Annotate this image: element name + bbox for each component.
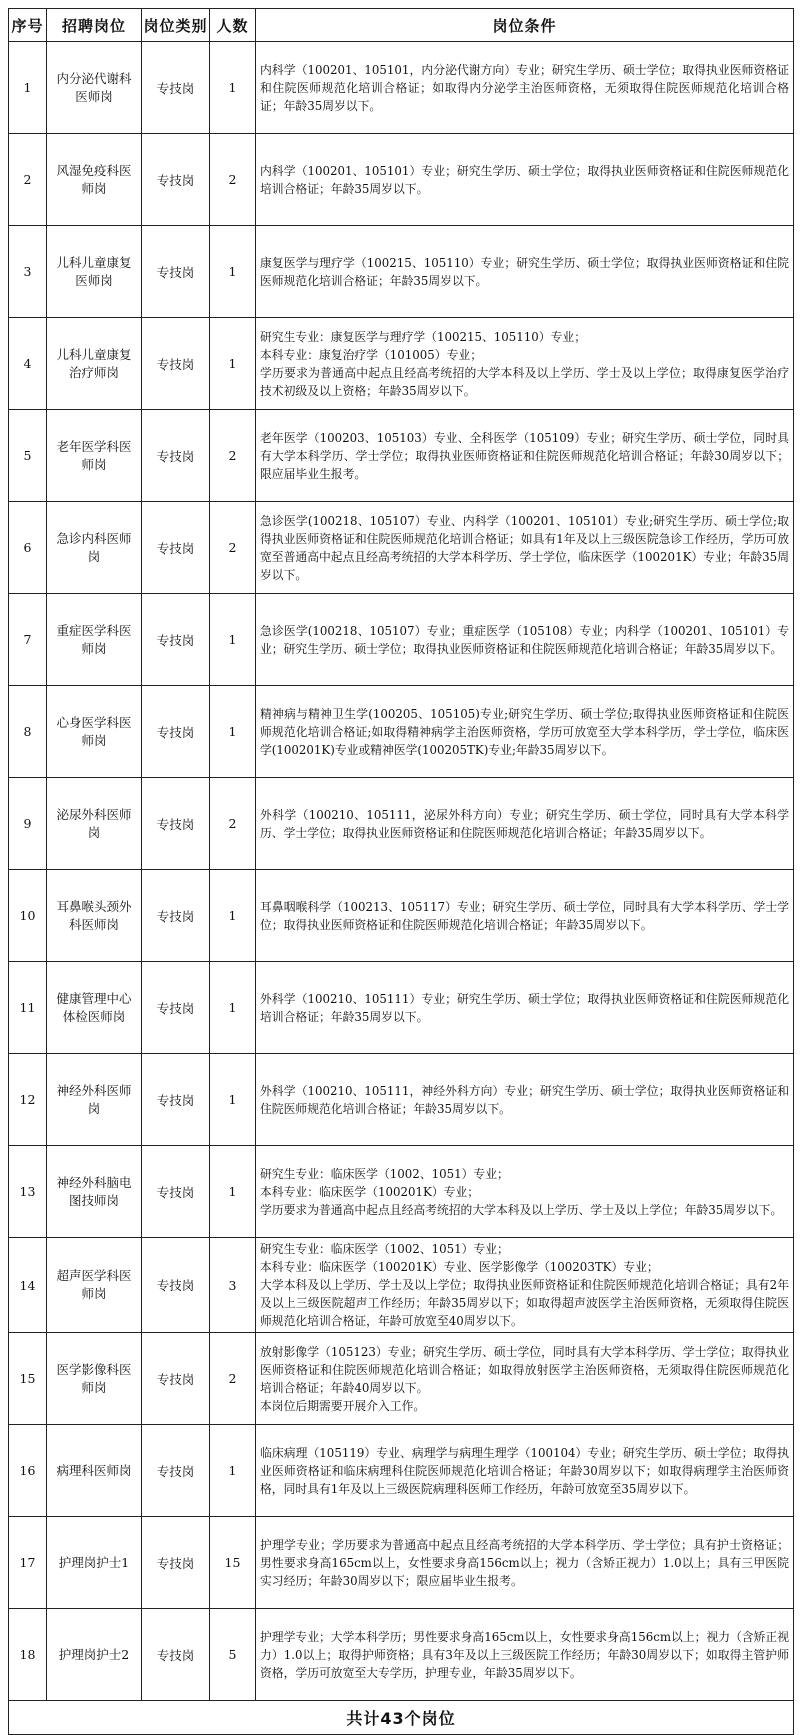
row-count: 1 bbox=[210, 686, 256, 778]
row-position: 儿科儿童康复治疗师岗 bbox=[47, 318, 142, 410]
row-category: 专技岗 bbox=[142, 502, 210, 594]
requirement-line: 急诊医学(100218、105107）专业；重症医学（105108）专业；内科学（100201、105101）专业；研究生学历、硕士学位；取得执业医师资格证和住院医师规范化培训合格证；年龄35周岁以下。 bbox=[260, 623, 789, 656]
row-count: 3 bbox=[210, 1238, 256, 1333]
row-count: 15 bbox=[210, 1517, 256, 1609]
row-serial: 14 bbox=[9, 1238, 47, 1333]
row-position: 急诊内科医师岗 bbox=[47, 502, 142, 594]
row-count: 1 bbox=[210, 42, 256, 134]
row-requirements bbox=[256, 594, 794, 686]
row-requirements bbox=[256, 42, 794, 134]
row-position: 耳鼻喉头颈外科医师岗 bbox=[47, 870, 142, 962]
header-position: 招聘岗位 bbox=[47, 9, 142, 42]
table-row bbox=[9, 1517, 794, 1609]
row-serial: 1 bbox=[9, 42, 47, 134]
table-row bbox=[9, 1146, 794, 1238]
header-category: 岗位类别 bbox=[142, 9, 210, 42]
row-position: 重症医学科医师岗 bbox=[47, 594, 142, 686]
row-serial: 18 bbox=[9, 1609, 47, 1701]
row-requirements bbox=[256, 502, 794, 594]
table-row bbox=[9, 1425, 794, 1517]
row-category: 专技岗 bbox=[142, 410, 210, 502]
row-category: 专技岗 bbox=[142, 962, 210, 1054]
requirement-line: 精神病与精神卫生学(100205、105105)专业;研究生学历、硕士学位;取得执业医师资格证和住院医师规范化培训合格证;如取得精神病学主治医师资格，学历可放宽至大学本科学历，学士学位，临床医学(100201K)专业或精神医学(100205TK)专业;年龄35周岁以下。 bbox=[260, 706, 789, 757]
row-category: 专技岗 bbox=[142, 1517, 210, 1609]
row-serial: 2 bbox=[9, 134, 47, 226]
row-requirements bbox=[256, 1146, 794, 1238]
row-category: 专技岗 bbox=[142, 1609, 210, 1701]
row-requirements bbox=[256, 686, 794, 778]
row-position: 内分泌代谢科医师岗 bbox=[47, 42, 142, 134]
row-count: 1 bbox=[210, 1425, 256, 1517]
recruitment-table bbox=[8, 8, 794, 1735]
table-header-row bbox=[9, 9, 794, 42]
table-row bbox=[9, 410, 794, 502]
requirement-line: 内科学（100201、105101）专业；研究生学历、硕士学位；取得执业医师资格证和住院医师规范化培训合格证；年龄35周岁以下。 bbox=[260, 163, 789, 196]
row-category: 专技岗 bbox=[142, 1054, 210, 1146]
row-count: 1 bbox=[210, 594, 256, 686]
requirement-line: 学历要求为普通高中起点且经高考统招的大学本科及以上学历、学士及以上学位；取得康复医学治疗技术初级及以上资格；年龄35周岁以下。 bbox=[260, 365, 789, 398]
row-requirements bbox=[256, 1333, 794, 1425]
row-position: 神经外科医师岗 bbox=[47, 1054, 142, 1146]
requirement-line: 护理学专业；学历要求为普通高中起点且经高考统招的大学本科学历、学士学位；具有护士资格证；男性要求身高165cm以上，女性要求身高156cm以上；视力（含矫正视力）1.0以上；具有三甲医院实习经历；年龄30周岁以下；限应届毕业生报考。 bbox=[260, 1537, 789, 1588]
total-row bbox=[9, 1701, 794, 1735]
row-requirements bbox=[256, 134, 794, 226]
requirement-line: 内科学（100201、105101，内分泌代谢方向）专业；研究生学历、硕士学位；取得执业医师资格证和住院医师规范化培训合格证；如取得内分泌学主治医师资格，无须取得住院医师规范化培训合格证；年龄35周岁以下。 bbox=[260, 62, 789, 113]
table-row bbox=[9, 42, 794, 134]
requirement-line: 护理学专业；大学本科学历；男性要求身高165cm以上，女性要求身高156cm以上；视力（含矫正视力）1.0以上；取得护师资格；具有3年及以上三级医院工作经历；年龄30周岁以下；如取得主管护师资格，学历可放宽至大专学历，护理专业，年龄35周岁以下。 bbox=[260, 1629, 789, 1680]
row-category: 专技岗 bbox=[142, 1146, 210, 1238]
row-count: 1 bbox=[210, 962, 256, 1054]
table-row bbox=[9, 1333, 794, 1425]
row-position: 护理岗护士1 bbox=[47, 1517, 142, 1609]
row-requirements bbox=[256, 226, 794, 318]
row-requirements bbox=[256, 318, 794, 410]
requirement-line: 研究生专业：康复医学与理疗学（100215、105110）专业； bbox=[260, 329, 587, 344]
row-requirements bbox=[256, 410, 794, 502]
row-serial: 6 bbox=[9, 502, 47, 594]
table-row bbox=[9, 594, 794, 686]
row-category: 专技岗 bbox=[142, 778, 210, 870]
row-category: 专技岗 bbox=[142, 1425, 210, 1517]
row-category: 专技岗 bbox=[142, 594, 210, 686]
row-serial: 8 bbox=[9, 686, 47, 778]
requirement-line: 本岗位后期需要开展介入工作。 bbox=[260, 1398, 426, 1413]
row-position: 病理科医师岗 bbox=[47, 1425, 142, 1517]
row-count: 1 bbox=[210, 1054, 256, 1146]
row-count: 2 bbox=[210, 1333, 256, 1425]
requirement-line: 康复医学与理疗学（100215、105110）专业；研究生学历、硕士学位；取得执业医师资格证和住院医师规范化培训合格证；年龄35周岁以下。 bbox=[260, 255, 789, 288]
row-category: 专技岗 bbox=[142, 226, 210, 318]
row-requirements bbox=[256, 962, 794, 1054]
requirement-line: 放射影像学（105123）专业；研究生学历、硕士学位，同时具有大学本科学历、学士学位；取得执业医师资格证和住院医师规范化培训合格证；如取得放射医学主治医师资格，无须取得住院医师规范化培训合格证；年龄40周岁以下。 bbox=[260, 1344, 789, 1395]
row-serial: 13 bbox=[9, 1146, 47, 1238]
row-serial: 11 bbox=[9, 962, 47, 1054]
row-category: 专技岗 bbox=[142, 870, 210, 962]
row-count: 2 bbox=[210, 134, 256, 226]
row-count: 2 bbox=[210, 502, 256, 594]
row-position: 健康管理中心体检医师岗 bbox=[47, 962, 142, 1054]
requirement-line: 临床病理（105119）专业、病理学与病理生理学（100104）专业；研究生学历、硕士学位；取得执业医师资格证和临床病理科住院医师规范化培训合格证；年龄30周岁以下；如取得病理学主治医师资格，同时具有1年及以上三级医院病理科医师工作经历，年龄可放宽至35周岁以下。 bbox=[260, 1445, 789, 1496]
row-category: 专技岗 bbox=[142, 1238, 210, 1333]
row-serial: 17 bbox=[9, 1517, 47, 1609]
requirement-line: 研究生专业：临床医学（1002、1051）专业； bbox=[260, 1242, 509, 1256]
table-row bbox=[9, 226, 794, 318]
requirement-line: 研究生专业：临床医学（1002、1051）专业； bbox=[260, 1166, 509, 1181]
row-count: 1 bbox=[210, 870, 256, 962]
row-serial: 5 bbox=[9, 410, 47, 502]
row-requirements bbox=[256, 1517, 794, 1609]
row-position: 儿科儿童康复医师岗 bbox=[47, 226, 142, 318]
row-count: 5 bbox=[210, 1609, 256, 1701]
row-count: 1 bbox=[210, 1146, 256, 1238]
requirement-line: 耳鼻咽喉科学（100213、105117）专业；研究生学历、硕士学位，同时具有大学本科学历、学士学位；取得执业医师资格证和住院医师规范化培训合格证；年龄35周岁以下。 bbox=[260, 899, 789, 932]
header-count: 人数 bbox=[210, 9, 256, 42]
requirement-line: 老年医学（100203、105103）专业、全科医学（105109）专业；研究生学历、硕士学位，同时具有大学本科学历、学士学位；取得执业医师资格证和住院医师规范化培训合格证；年龄30周岁以下；限应届毕业生报考。 bbox=[260, 430, 789, 481]
total-label: 共计43个岗位 bbox=[9, 1701, 794, 1735]
row-count: 2 bbox=[210, 778, 256, 870]
table-row bbox=[9, 134, 794, 226]
row-category: 专技岗 bbox=[142, 686, 210, 778]
row-requirements bbox=[256, 1425, 794, 1517]
recruitment-table-page bbox=[8, 8, 793, 1735]
requirement-line: 外科学（100210、105111，神经外科方向）专业；研究生学历、硕士学位；取得执业医师资格证和住院医师规范化培训合格证；年龄35周岁以下。 bbox=[260, 1083, 789, 1116]
row-position: 风湿免疫科医师岗 bbox=[47, 134, 142, 226]
row-serial: 4 bbox=[9, 318, 47, 410]
row-serial: 7 bbox=[9, 594, 47, 686]
row-category: 专技岗 bbox=[142, 1333, 210, 1425]
table-row bbox=[9, 502, 794, 594]
table-row bbox=[9, 778, 794, 870]
row-position: 护理岗护士2 bbox=[47, 1609, 142, 1701]
row-serial: 3 bbox=[9, 226, 47, 318]
row-category: 专技岗 bbox=[142, 134, 210, 226]
table-row bbox=[9, 870, 794, 962]
row-category: 专技岗 bbox=[142, 42, 210, 134]
requirement-line: 本科专业：康复治疗学（101005）专业； bbox=[260, 347, 482, 362]
row-position: 医学影像科医师岗 bbox=[47, 1333, 142, 1425]
row-count: 2 bbox=[210, 410, 256, 502]
requirement-line: 本科专业：临床医学（100201K）专业、医学影像学（100203TK）专业； bbox=[260, 1260, 659, 1274]
row-count: 1 bbox=[210, 226, 256, 318]
requirement-line: 本科专业：临床医学（100201K）专业； bbox=[260, 1184, 480, 1199]
row-serial: 9 bbox=[9, 778, 47, 870]
requirement-line: 外科学（100210、105111，泌尿外科方向）专业；研究生学历、硕士学位，同时具有大学本科学历、学士学位；取得执业医师资格证和住院医师规范化培训合格证；年龄35周岁以下。 bbox=[260, 807, 789, 840]
row-position: 老年医学科医师岗 bbox=[47, 410, 142, 502]
row-position: 泌尿外科医师岗 bbox=[47, 778, 142, 870]
requirement-line: 学历要求为普通高中起点且经高考统招的大学本科及以上学历、学士及以上学位；年龄35周岁以下。 bbox=[260, 1202, 783, 1217]
row-serial: 16 bbox=[9, 1425, 47, 1517]
row-serial: 10 bbox=[9, 870, 47, 962]
row-serial: 12 bbox=[9, 1054, 47, 1146]
row-requirements bbox=[256, 778, 794, 870]
row-serial: 15 bbox=[9, 1333, 47, 1425]
requirement-line: 外科学（100210、105111）专业；研究生学历、硕士学位；取得执业医师资格证和住院医师规范化培训合格证；年龄35周岁以下。 bbox=[260, 991, 789, 1024]
table-row bbox=[9, 318, 794, 410]
table-row bbox=[9, 1054, 794, 1146]
table-row bbox=[9, 686, 794, 778]
row-requirements bbox=[256, 1054, 794, 1146]
table-row bbox=[9, 1238, 794, 1333]
row-position: 超声医学科医师岗 bbox=[47, 1238, 142, 1333]
row-requirements bbox=[256, 1238, 794, 1333]
row-requirements bbox=[256, 870, 794, 962]
requirement-line: 大学本科及以上学历、学士及以上学位；取得执业医师资格证和住院医师规范化培训合格证；具有2年及以上三级医院超声工作经历；年龄35周岁以下；如取得超声波医学主治医师资格，无须取得住院医师规范化培训合格证，年龄可放宽至40周岁以下。 bbox=[260, 1278, 789, 1328]
row-position: 神经外科脑电图技师岗 bbox=[47, 1146, 142, 1238]
row-count: 1 bbox=[210, 318, 256, 410]
requirement-line: 急诊医学(100218、105107）专业、内科学（100201、105101）专业;研究生学历、硕士学位;取得执业医师资格证和住院医师规范化培训合格证；如具有1年及以上三级医院急诊工作经历，学历可放宽至普通高中起点且经高考统招的大学本科学历、学士学位，临床医学（100201K）专业；年龄35周岁以下。 bbox=[260, 513, 789, 582]
header-serial: 序号 bbox=[9, 9, 47, 42]
row-position: 心身医学科医师岗 bbox=[47, 686, 142, 778]
header-requirements: 岗位条件 bbox=[256, 9, 794, 42]
table-row bbox=[9, 962, 794, 1054]
row-category: 专技岗 bbox=[142, 318, 210, 410]
